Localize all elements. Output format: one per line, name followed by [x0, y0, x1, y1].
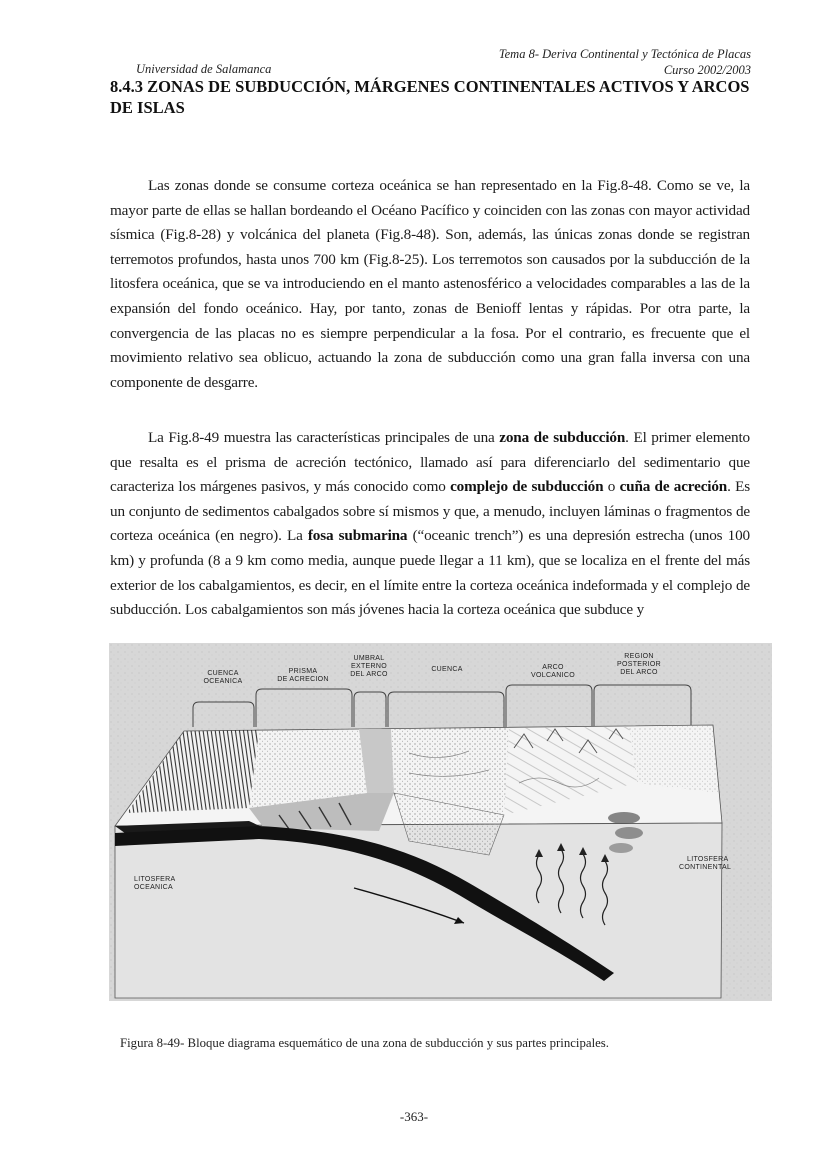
label-arco-1: ARCO — [542, 664, 564, 671]
term-cuna-acrecion: cuña de acreción — [619, 478, 728, 496]
label-prisma-1: PRISMA — [288, 668, 318, 675]
header-course-year: Curso 2002/2003 — [663, 63, 751, 77]
header-course-topic: Tema 8- Deriva Continental y Tectónica de Placas — [498, 47, 751, 61]
term-complejo-subduccion: complejo de subducción — [450, 478, 604, 496]
back-arc-surface — [629, 725, 719, 793]
paragraph-2-text-5: (“oceanic trench”) es una depresión estrecha (unos 100 km) y profunda (8 a 9 km como media, aunque puede llegar a 11 km), que se localiza en el frente del más exterior de los cabalgamientos, es decir, en el límite entre la corteza oceánica indeformada y el complejo de subducción. Los cabalgamientos son más jóvenes hacia la corteza oceánica que subduce y — [110, 527, 750, 619]
subduction-block-diagram — [109, 643, 772, 1001]
term-fosa-submarina: fosa submarina — [307, 527, 408, 545]
figure-caption: Figura 8-49- Bloque diagrama esquemático de una zona de subducción y sus partes principales. — [120, 1036, 609, 1050]
running-header-right — [499, 46, 751, 78]
label-litosfera-oceanica-1: LITOSFERA — [134, 876, 176, 883]
header-university: Universidad de Salamanca — [136, 62, 272, 76]
label-umbral-1: UMBRAL — [353, 655, 385, 662]
paragraph-2-text-3: o — [603, 478, 620, 496]
diapir-2 — [615, 827, 643, 839]
paragraph-2-text-4: . Es un conjunto de sedimentos cabalgados sobre sí mismos y que, a menudo, incluyen láminas o fragmentos de corteza oceánica (en negro). La — [110, 478, 750, 545]
body-paragraph-1: Las zonas donde se consume corteza oceánica se han representado en la Fig.8-48. Como se ve, la mayor parte de ellas se hallan bordeando el Océano Pacífico y coinciden con las zonas con mayor actividad sísmica (Fig.8-28) y volcánica del planeta (Fig.8-48). Son, además, las únicas zonas donde se registran terremotos profundos, hasta unos 700 km (Fig.8-25). Los terremotos son causados por la subducción de la litosfera oceánica, que se va introduciendo en el manto astenosférico a velocidades comparables a las de la expansión del fondo oceánico. Hay, por tanto, zonas de Benioff lentas y rápidas. Por otra parte, la convergencia de las placas no es siempre perpendicular a la fosa. Por el contrario, es frecuente que el movimiento relativo sea oblicuo, actuando la zona de subducción como una gran falla inversa con una componente de desgarre. — [110, 177, 750, 391]
label-prisma-2: DE ACRECION — [277, 676, 329, 683]
label-litosfera-continental-2: CONTINENTAL — [679, 864, 732, 871]
label-cuenca: CUENCA — [431, 666, 463, 673]
paragraph-2-text-2: . El primer elemento que resalta es el prisma de acreción tectónico, llamado así para diferenciarlo del sedimentario que caracteriza los márgenes pasivos, y más conocido como — [110, 429, 750, 496]
diapir-1 — [608, 812, 640, 824]
label-litosfera-oceanica-2: OCEANICA — [134, 884, 173, 891]
label-cuenca-oceanica-2: OCEANICA — [203, 678, 243, 685]
label-cuenca-oceanica-1: CUENCA — [207, 670, 239, 677]
label-umbral-2: EXTERNO — [351, 663, 387, 670]
label-region-2: POSTERIOR — [617, 661, 661, 668]
label-umbral-3: DEL ARCO — [350, 671, 388, 678]
label-arco-2: VOLCANICO — [531, 672, 575, 679]
diapir-3 — [609, 843, 633, 853]
paragraph-2-text-1: La Fig.8-49 muestra las características principales de una — [148, 429, 500, 446]
label-litosfera-continental-1: LITOSFERA — [687, 856, 729, 863]
term-zona-subduccion: zona de subducción — [499, 429, 626, 446]
section-title: 8.4.3 ZONAS DE SUBDUCCIÓN, MÁRGENES CONTINENTALES ACTIVOS Y ARCOS DE ISLAS — [110, 77, 750, 117]
page-number: -363- — [399, 1109, 429, 1124]
label-region-3: DEL ARCO — [620, 669, 658, 676]
body-paragraph-2 — [110, 426, 750, 623]
label-region-1: REGION — [624, 653, 654, 660]
